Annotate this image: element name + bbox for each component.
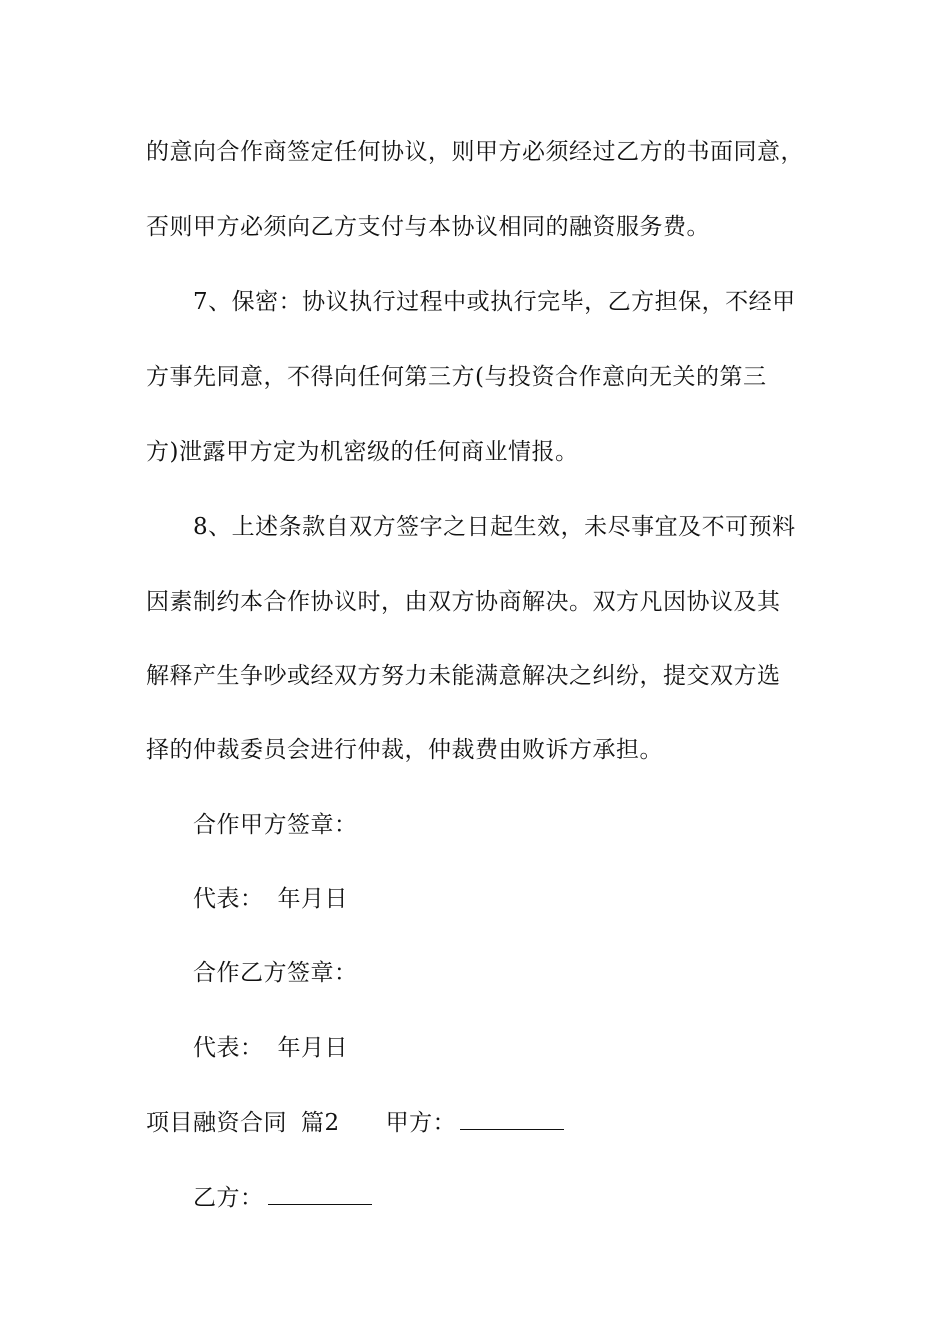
party-b-blank-line xyxy=(268,1184,372,1205)
paragraph-line: 否则甲方必须向乙方支付与本协议相同的融资服务费。 xyxy=(146,214,710,240)
party-b-representative xyxy=(193,1033,348,1063)
paragraph-line: 的意向合作商签定任何协议，则甲方必须经过乙方的书面同意， xyxy=(146,139,804,165)
party-b-line xyxy=(193,1183,372,1213)
paragraph-line: 择的仲裁委员会进行仲裁，仲裁费由败诉方承担。 xyxy=(146,737,663,763)
representative-label: 代表： xyxy=(193,886,264,912)
party-b-signature-label: 合作乙方签章： xyxy=(193,960,358,986)
paragraph-line: 方事先同意，不得向任何第三方(与投资合作意向无关的第三 xyxy=(146,364,767,390)
party-a-blank-line xyxy=(460,1109,564,1130)
clause-8-line: 8、上述条款自双方签字之日起生效，未尽事宜及不可预料 xyxy=(193,514,796,540)
paragraph-line: 解释产生争吵或经双方努力未能满意解决之纠纷，提交双方选 xyxy=(146,663,781,689)
party-a-signature-label: 合作甲方签章： xyxy=(193,812,358,838)
paragraph-line: 因素制约本合作协议时，由双方协商解决。双方凡因协议及其 xyxy=(146,589,781,615)
section-title: 项目融资合同 xyxy=(146,1110,287,1136)
representative-label: 代表： xyxy=(193,1035,264,1061)
date-label: 年月日 xyxy=(277,886,348,912)
party-a-label: 甲方： xyxy=(385,1110,457,1136)
section-heading xyxy=(146,1108,564,1138)
clause-7-line: 7、保密：协议执行过程中或执行完毕，乙方担保，不经甲 xyxy=(193,289,796,315)
date-label: 年月日 xyxy=(277,1035,348,1061)
section-part: 篇2 xyxy=(301,1110,340,1136)
party-b-label: 乙方： xyxy=(193,1185,264,1211)
paragraph-line: 方)泄露甲方定为机密级的任何商业情报。 xyxy=(146,439,579,465)
party-a-representative xyxy=(193,884,348,914)
